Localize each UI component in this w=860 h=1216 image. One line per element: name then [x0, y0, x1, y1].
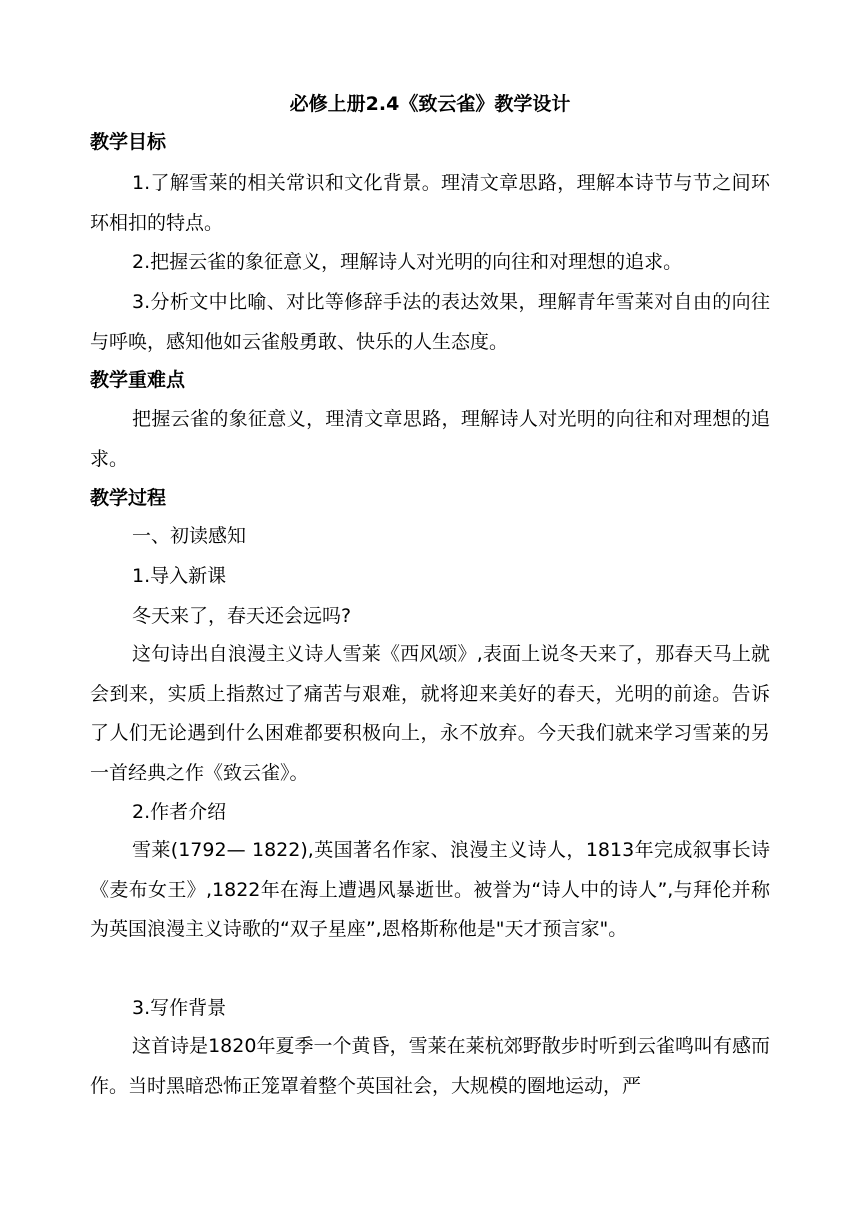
step-1-quote: 冬天来了，春天还会远吗? — [132, 605, 352, 627]
objective-item-1: 1.了解雪莱的相关常识和文化背景。理清文章思路，理解本诗节与节之间环环相扣的特点。 — [90, 172, 770, 234]
process-part-1: 一、初读感知 — [132, 525, 247, 547]
step-1-text: 这句诗出自浪漫主义诗人雪莱《西风颂》,表面上说冬天来了，那春天马上就会到来，实质上指熬过了痛苦与艰难，就将迎来美好的春天，光明的前途。告诉了人们无论遇到什么困难都要积极向上，永不放弃。今天我们就来学习雪莱的另一首经典之作《致云雀》。 — [90, 643, 770, 784]
objectives-heading: 教学目标 — [90, 131, 167, 153]
step-2-text: 雪莱(1792— 1822),英国著名作家、浪漫主义诗人，1813年完成叙事长诗《麦布女王》,1822年在海上遭遇风暴逝世。被誉为“诗人中的诗人”,与拜伦并称为英国浪漫主义诗歌的“双子星座”,恩格斯称他是"天才预言家"。 — [90, 839, 770, 940]
process-heading: 教学过程 — [90, 487, 167, 509]
step-3-text: 这首诗是1820年夏季一个黄昏，雪莱在莱杭郊野散步时听到云雀鸣叫有感而作。当时黑暗恐怖正笼罩着整个英国社会，大规模的圈地运动，严 — [90, 1035, 770, 1097]
step-2-title: 2.作者介绍 — [132, 801, 227, 823]
objective-item-2: 2.把握云雀的象征意义，理解诗人对光明的向往和对理想的追求。 — [132, 251, 683, 273]
step-3-title: 3.写作背景 — [132, 997, 227, 1019]
objective-item-3: 3.分析文中比喻、对比等修辞手法的表达效果，理解青年雪莱对自由的向往与呼唤，感知他如云雀般勇敢、快乐的人生态度。 — [90, 291, 770, 353]
document-title: 必修上册2.4《致云雀》教学设计 — [289, 93, 571, 115]
key-points-text: 把握云雀的象征意义，理清文章思路，理解诗人对光明的向往和对理想的追求。 — [90, 408, 770, 470]
key-points-heading: 教学重难点 — [90, 369, 186, 391]
step-1-title: 1.导入新课 — [132, 565, 227, 587]
